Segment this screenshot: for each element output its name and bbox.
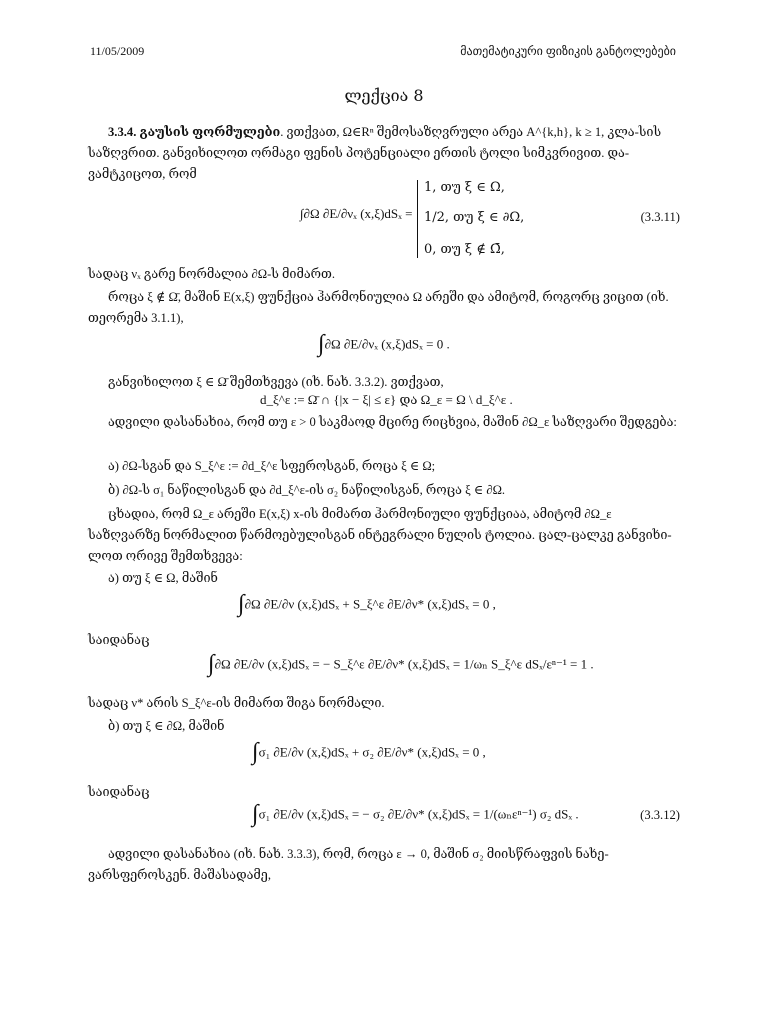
header-course-title: მათემატიკური ფიზიკის განტოლებები (460, 44, 676, 58)
paragraph-hemisphere: ადვილი დასანახია (იხ. ნახ. 3.3.3), რომ, როცა ε → 0, მაშინ σ₂ მიისწრაფვის ნახე-ვარსფეროსკენ. მაშასადამე, (88, 847, 609, 882)
case-1: 1, თუ ξ ∈ Ω, (424, 180, 505, 195)
list-item-b: ბ) ∂Ω-ს σ₁ ნაწილისგან და ∂d_ξ^ε-ის σ₂ ნაწილისგან, როცა ξ ∈ ∂Ω. (108, 483, 506, 497)
case-2: 1/2, თუ ξ ∈ ∂Ω, (424, 210, 525, 225)
paragraph-harmonic: როცა ξ ∉ Ω̄, მაშინ E(x,ξ) ფუნქცია ჰარმონიულია Ω არეში და ამიტომ, როგორც ვიცით (იხ. თეორემა 3.1.1), (88, 290, 669, 325)
case-3: 0, თუ ξ ∉ Ω̄, (424, 242, 505, 257)
equation-case-a (238, 592, 496, 619)
case-b-heading: ბ) თუ ξ ∈ ∂Ω, მაშინ (108, 719, 225, 733)
section-name: გაუსის ფორმულები (139, 125, 281, 139)
equation-number-3-3-11: (3.3.11) (640, 210, 680, 224)
equation-case-b (252, 740, 486, 767)
header-date: 11/05/2009 (90, 44, 145, 58)
lecture-title: ლექცია 8 (344, 86, 424, 105)
section-intro-paragraph (88, 122, 680, 185)
equation-3-3-12 (252, 802, 579, 829)
paragraph-harmonic-epsilon: ცხადია, რომ Ω_ε არეში E(x,ξ) x-ის მიმართ ჰარმონიული ფუნქციაა, ამიტომ ∂Ω_ε საზღვარზე ნორმალით წარმოებულისგან ინტეგრალი ნულის ტოლია. ცალ-ცალკე განვიხი-ლოთ ორივე შემთხვევა: (88, 507, 672, 563)
equation-number-3-3-12: (3.3.12) (640, 808, 680, 822)
equation-case-b-body: σ₁ ∂E/∂ν (x,ξ)dSₓ + σ₂ ∂E/∂ν* (x,ξ)dSₓ = 0 , (258, 744, 486, 760)
cases-brace (417, 180, 418, 258)
whence-1: საიდანაც (88, 633, 150, 647)
list-item-a: ა) ∂Ω-სგან და S_ξ^ε := ∂d_ξ^ε სფეროსგან, როცა ξ ∈ Ω; (108, 459, 436, 473)
paragraph-closure-case: განვიხილოთ ξ ∈ Ω̄ შემთხვევა (იხ. ნახ. 3.3.2). ვთქვათ, (108, 375, 444, 389)
equation-d-epsilon: d_ξ^ε := Ω̄ ∩ {|x − ξ| ≤ ε} და Ω_ε = Ω \ d_ξ^ε . (260, 392, 513, 407)
case-a-heading: ა) თუ ξ ∈ Ω, მაშინ (108, 571, 218, 585)
whence-2: საიდანაც (88, 785, 150, 799)
equation-case-a-result (208, 652, 594, 679)
equation-3-3-12-body: σ₁ ∂E/∂ν (x,ξ)dSₓ = − σ₂ ∂E/∂ν* (x,ξ)dSₓ = 1/(ωₙεⁿ⁻¹) σ₂ dSₓ . (258, 806, 579, 822)
integral-sign: ∫ (208, 651, 215, 677)
integral-sign: ∫ (318, 331, 325, 357)
integral-sign: ∫ (238, 591, 245, 617)
paragraph-inner-normal: სადაც ν* არის S_ξ^ε-ის მიმართ შიგა ნორმალი. (88, 696, 385, 710)
equation-zero-body: ∂Ω ∂E/∂νₓ (x,ξ)dSₓ = 0 . (324, 336, 450, 352)
paragraph-normal: სადაც νₓ გარე ნორმალია ∂Ω-ს მიმართ. (88, 267, 336, 281)
integral-sign: ∫ (252, 801, 259, 827)
equation-zero-integral (318, 332, 450, 359)
paragraph-boundary: ადვილი დასანახია, რომ თუ ε > 0 საკმაოდ მცირე რიცხვია, მაშინ ∂Ω_ε საზღვარი შედგება: (108, 415, 677, 429)
equation-case-a-result-body: ∂Ω ∂E/∂ν (x,ξ)dSₓ = − S_ξ^ε ∂E/∂ν* (x,ξ)dSₓ = 1/ωₙ S_ξ^ε dSₓ/εⁿ⁻¹ = 1 . (214, 656, 594, 672)
integral-sign: ∫ (252, 739, 259, 765)
equation-3-3-11-lhs: ∫∂Ω ∂E/∂νₓ (x,ξ)dSₓ = (300, 206, 413, 221)
section-intro-text: . ვთქვათ, Ω∈Rⁿ შემოსაზღვრული არეა A^{k,h}, k ≥ 1, კლა-სის საზღვრით. განვიხილოთ ორმაგი ფენის პოტენციალი ერთის ტოლი სიმკვრივით. და-ვამტკიცოთ, რომ (88, 125, 662, 181)
equation-case-a-body: ∂Ω ∂E/∂ν (x,ξ)dSₓ + S_ξ^ε ∂E/∂ν* (x,ξ)dSₓ = 0 , (244, 596, 496, 612)
section-number: 3.3.4. (108, 125, 137, 139)
